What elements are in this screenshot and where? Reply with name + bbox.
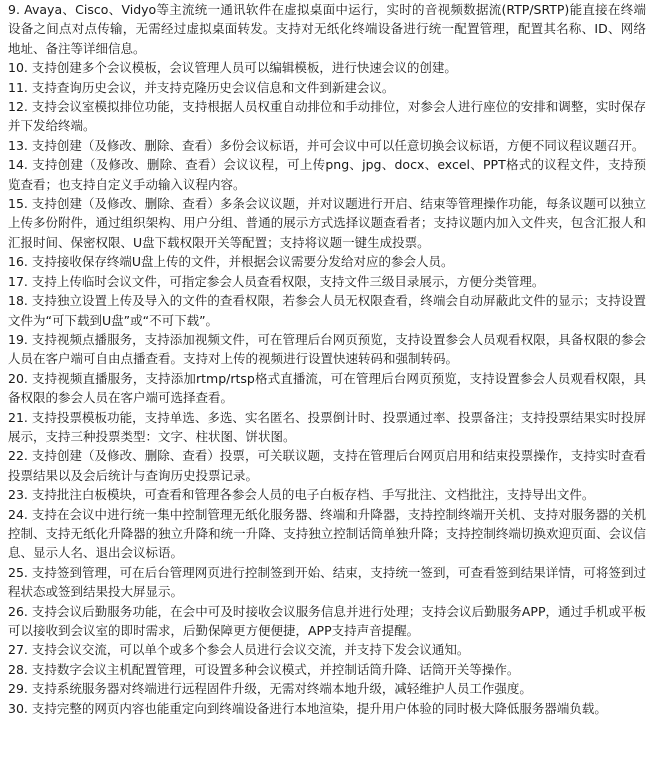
- list-item: 21. 支持投票模板功能，支持单选、多选、实名匿名、投票倒计时、投票通过率、投票备注；支持投票结果实时投屏展示，支持三种投票类型：文字、柱状图、饼状图。: [8, 409, 646, 444]
- list-item: 14. 支持创建（及修改、删除、查看）会议议程，可上传png、jpg、docx、excel、PPT格式的议程文件，支持预览查看；也支持自定义手动输入议程内容。: [8, 157, 646, 192]
- list-item: 16. 支持接收保存终端U盘上传的文件，并根据会议需要分发给对应的参会人员。: [8, 254, 454, 270]
- list-item: 13. 支持创建（及修改、删除、查看）多份会议标语，并可会议中可以任意切换会议标语，方便不同议程议题召开。: [8, 137, 645, 153]
- list-item: 10. 支持创建多个会议模板，会议管理人员可以编辑模板，进行快速会议的创建。: [8, 60, 457, 76]
- list-item: 22. 支持创建（及修改、删除、查看）投票，可关联议题，支持在管理后台网页启用和结束投票操作，支持实时查看投票结果以及会后统计与查询历史投票记录。: [8, 448, 646, 483]
- list-item: 15. 支持创建（及修改、删除、查看）多条会议议题，并对议题进行开启、结束等管理操作功能，每条议题可以独立上传多份附件，通过组织架构、用户分组、普通的展示方式选择议题查看者；支持议题内加入文件夹，包含汇报人和汇报时间、保密权限、U盘下载权限开关等配置；支持将议题一键生成投票。: [8, 196, 646, 250]
- list-item: 25. 支持签到管理，可在后台管理网页进行控制签到开始、结束，支持统一签到，可查看签到结果详情，可将签到过程状态或签到结果投大屏显示。: [8, 564, 646, 600]
- list-item: 24. 支持在会议中进行统一集中控制管理无纸化服务器、终端和升降器，支持控制终端开关机、支持对服务器的关机控制、支持无纸化升降器的独立升降和统一升降、支持独立控制话筒单独升降；支持控制终端切换欢迎页面、会议信息、显示人名、退出会议标语。: [8, 506, 646, 561]
- list-item: 30. 支持完整的网页内容也能重定向到终端设备进行本地渲染，提升用户体验的同时极大降低服务器端负载。: [8, 700, 607, 716]
- list-item: 27. 支持会议交流，可以单个或多个参会人员进行会议交流，并支持下发会议通知。: [8, 642, 470, 658]
- list-item: 20. 支持视频直播服务，支持添加rtmp/rtsp格式直播流，可在管理后台网页预览，支持设置参会人员观看权限，具备权限的参会人员在客户端可选择查看。: [8, 370, 646, 406]
- list-item: 19. 支持视频点播服务，支持添加视频文件，可在管理后台网页预览，支持设置参会人员观看权限，具备权限的参会人员在客户端可自由点播查看。支持对上传的视频进行设置快速转码和强制转码。: [8, 331, 646, 367]
- list-item: 23. 支持批注白板模块，可查看和管理各参会人员的电子白板存档、手写批注、文档批注，支持导出文件。: [8, 487, 595, 503]
- list-item: 9. Avaya、Cisco、Vidyo等主流统一通讯软件在虚拟桌面中运行，实时的音视频数据流(RTP/SRTP)能直接在终端设备之间点对点传输，无需经过虚拟桌面转发。支持对无纸化终端设备进行统一配置管理，配置其名称、ID、网络地址、备注等详细信息。: [8, 2, 646, 56]
- list-item: 17. 支持上传临时会议文件，可指定参会人员查看权限，支持文件三级目录展示，方便分类管理。: [8, 273, 545, 289]
- list-item: 26. 支持会议后勤服务功能，在会中可及时接收会议服务信息并进行处理；支持会议后勤服务APP，通过手机或平板可以接收到会议室的即时需求，后勤保障更方便便捷，APP支持声音提醒。: [8, 603, 646, 638]
- list-item: 11. 支持查询历史会议，并支持克隆历史会议信息和文件到新建会议。: [8, 79, 395, 95]
- list-item: 29. 支持系统服务器对终端进行远程固件升级，无需对终端本地升级，减轻维护人员工作强度。: [8, 681, 532, 697]
- list-item: 28. 支持数字会议主机配置管理，可设置多种会议模式，并控制话筒升降、话筒开关等操作。: [8, 661, 520, 677]
- list-item: 18. 支持独立设置上传及导入的文件的查看权限，若参会人员无权限查看，终端会自动屏蔽此文件的显示；支持设置文件为“可下载到U盘”或“不可下载”。: [8, 293, 646, 328]
- list-item: 12. 支持会议室模拟排位功能，支持根据人员权重自动排位和手动排位，对参会人进行座位的安排和调整，实时保存并下发给终端。: [8, 99, 646, 134]
